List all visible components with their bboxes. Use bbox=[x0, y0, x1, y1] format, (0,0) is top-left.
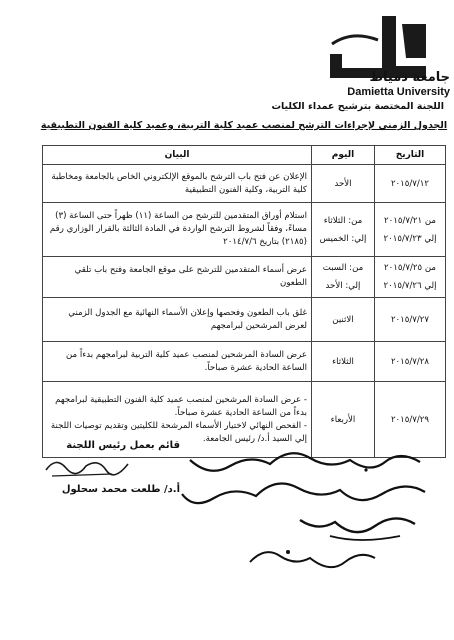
row-day: الأحد bbox=[312, 165, 375, 203]
handwritten-endorsement-icon bbox=[170, 440, 440, 590]
row-statement: الإعلان عن فتح باب الترشح بالموقع الإلكتروني الخاص بالجامعة ومخاطبة كلية التربية، وكلية الفنون التطبيقية bbox=[43, 165, 312, 203]
table-row bbox=[43, 298, 446, 342]
signatory-name: أ.د/ طلعت محمد سحلول bbox=[61, 484, 180, 495]
header-day: اليوم bbox=[312, 146, 375, 165]
row-day: الاثنين bbox=[312, 298, 375, 342]
row-date: من ٢٠١٥/٧/٢١ إلي ٢٠١٥/٧/٢٣ bbox=[375, 203, 446, 257]
university-name-arabic: جامعة دمياط bbox=[369, 70, 450, 85]
signatory-role: قائم بعمل رئيس اللجنة bbox=[66, 440, 180, 451]
row-date: ٢٠١٥/٧/٢٨ bbox=[375, 342, 446, 382]
signature-scribble-icon bbox=[42, 452, 132, 482]
row-day: الأربعاء bbox=[312, 382, 375, 458]
row-date: من ٢٠١٥/٧/٢٥ إلي ٢٠١٥/٧/٢٦ bbox=[375, 257, 446, 298]
table-row bbox=[43, 342, 446, 382]
university-name-english: Damietta University bbox=[347, 86, 450, 98]
row-day: الثلاثاء bbox=[312, 342, 375, 382]
row-date: ٢٠١٥/٧/١٢ bbox=[375, 165, 446, 203]
header-date: التاريخ bbox=[375, 146, 446, 165]
statement-line: - الفحص النهائي لاختيار الأسماء المرشحة للكليتين وتقديم توصيات اللجنة إلي السيد أ.د/ رئيس الجامعة. bbox=[50, 420, 307, 444]
header-statement: البيان bbox=[43, 146, 312, 165]
committee-name: اللجنة المختصة بترشيح عمداء الكليات bbox=[271, 101, 444, 112]
table-row bbox=[43, 257, 446, 298]
row-day: من: السبت إلي: الأحد bbox=[312, 257, 375, 298]
document-title: الجدول الزمني لإجراءات الترشح لمنصب عميد كلية التربية، وعميد كلية الفنون التطبيقية bbox=[40, 120, 448, 131]
statement-line: - عرض السادة المرشحين لمنصب عميد كلية الفنون التطبيقية لبرامجهم بدءاً من الساعة الحادية عشرة صباحاً. bbox=[55, 394, 307, 418]
table-row bbox=[43, 203, 446, 257]
row-date: ٢٠١٥/٧/٢٩ bbox=[375, 382, 446, 458]
schedule-table bbox=[42, 145, 446, 458]
table-header-row bbox=[43, 146, 446, 165]
table-row bbox=[43, 165, 446, 203]
row-statement: غلق باب الطعون وفحصها وإعلان الأسماء النهائية مع الجدول الزمني لعرض المرشحين لبرامجهم bbox=[43, 298, 312, 342]
row-statement: عرض أسماء المتقدمين للترشح على موقع الجامعة وفتح باب تلقي الطعون bbox=[43, 257, 312, 298]
row-date: ٢٠١٥/٧/٢٧ bbox=[375, 298, 446, 342]
row-statement: عرض السادة المرشحين لمنصب عميد كلية التربية لبرامجهم بدءاً من الساعة الحادية عشرة صباحاً. bbox=[43, 342, 312, 382]
row-statement: استلام أوراق المتقدمين للترشح من الساعة (١١) ظهراً حتى الساعة (٣) مساءً، وفقاً لشروط الترشح الواردة في المادة الثالثة بالقرار الوزاري رقم (٢١٨٥) بتاريخ ٢٠١٤/٧/٦ bbox=[43, 203, 312, 257]
row-day: من: الثلاثاء إلي: الخميس bbox=[312, 203, 375, 257]
